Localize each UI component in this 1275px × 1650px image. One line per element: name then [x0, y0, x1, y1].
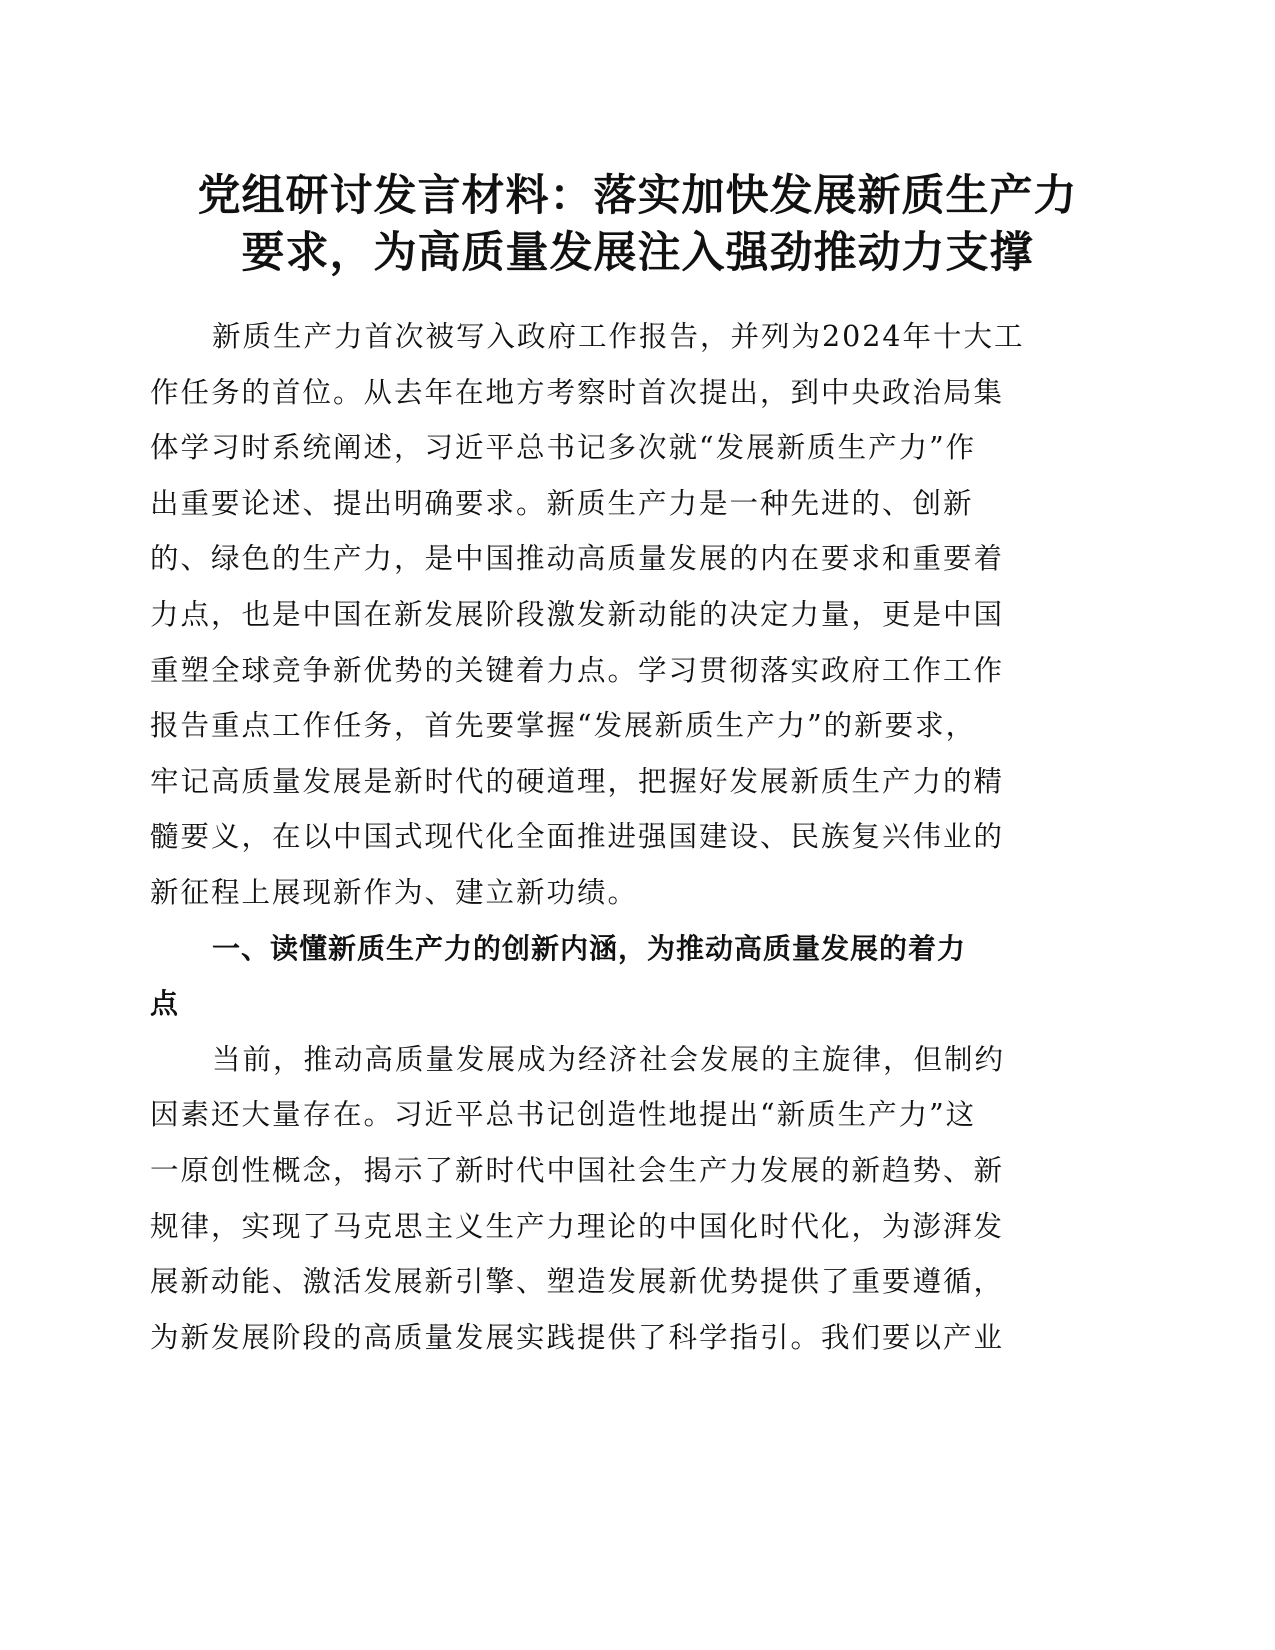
text-line: 的、绿色的生产力，是中国推动高质量发展的内在要求和重要着 [150, 542, 1005, 576]
text-line: 报告重点工作任务，首先要掌握“发展新质生产力”的新要求， [150, 709, 977, 743]
text-line: 髓要义，在以中国式现代化全面推进强国建设、民族复兴伟业的 [150, 820, 1005, 854]
section-heading [150, 921, 1090, 1032]
text-line: 出重要论述、提出明确要求。新质生产力是一种先进的、创新 [150, 486, 974, 520]
intro-paragraph [150, 309, 1090, 921]
text-line: 牢记高质量发展是新时代的硬道理，把握好发展新质生产力的精 [150, 764, 1005, 798]
text-line: 新征程上展现新作为、建立新功绩。 [150, 875, 639, 909]
text-line: 一原创性概念，揭示了新时代中国社会生产力发展的新趋势、新 [150, 1153, 1005, 1187]
title-line: 要求，为高质量发展注入强劲推动力支撑 [241, 228, 1034, 278]
text-line: 规律，实现了马克思主义生产力理论的中国化时代化，为澎湃发 [150, 1209, 1005, 1243]
section-paragraph [150, 1032, 1090, 1366]
title-line: 党组研讨发言材料：落实加快发展新质生产力 [197, 171, 1078, 221]
document-body [150, 309, 1090, 1365]
text-line: 体学习时系统阐述，习近平总书记多次就“发展新质生产力”作 [150, 431, 977, 465]
text-line: 力点，也是中国在新发展阶段激发新动能的决定力量，更是中国 [150, 597, 1005, 631]
text-line: 因素还大量存在。习近平总书记创造性地提出“新质生产力”这 [150, 1098, 977, 1132]
text-line: 作任务的首位。从去年在地方考察时首次提出，到中央政治局集 [150, 375, 1005, 409]
heading-line: 一、读懂新质生产力的创新内涵，为推动高质量发展的着力 [212, 931, 967, 965]
document-title [150, 168, 1125, 282]
text-line: 展新动能、激活发展新引擎、塑造发展新优势提供了重要遵循， [150, 1265, 1005, 1299]
text-line: 当前，推动高质量发展成为经济社会发展的主旋律，但制约 [212, 1042, 1006, 1076]
text-line: 新质生产力首次被写入政府工作报告，并列为2024年十大工 [212, 320, 1025, 353]
text-line: 重塑全球竞争新优势的关键着力点。学习贯彻落实政府工作工作 [150, 653, 1005, 687]
text-line: 为新发展阶段的高质量发展实践提供了科学指引。我们要以产业 [150, 1320, 1005, 1354]
heading-line: 点 [150, 987, 180, 1021]
